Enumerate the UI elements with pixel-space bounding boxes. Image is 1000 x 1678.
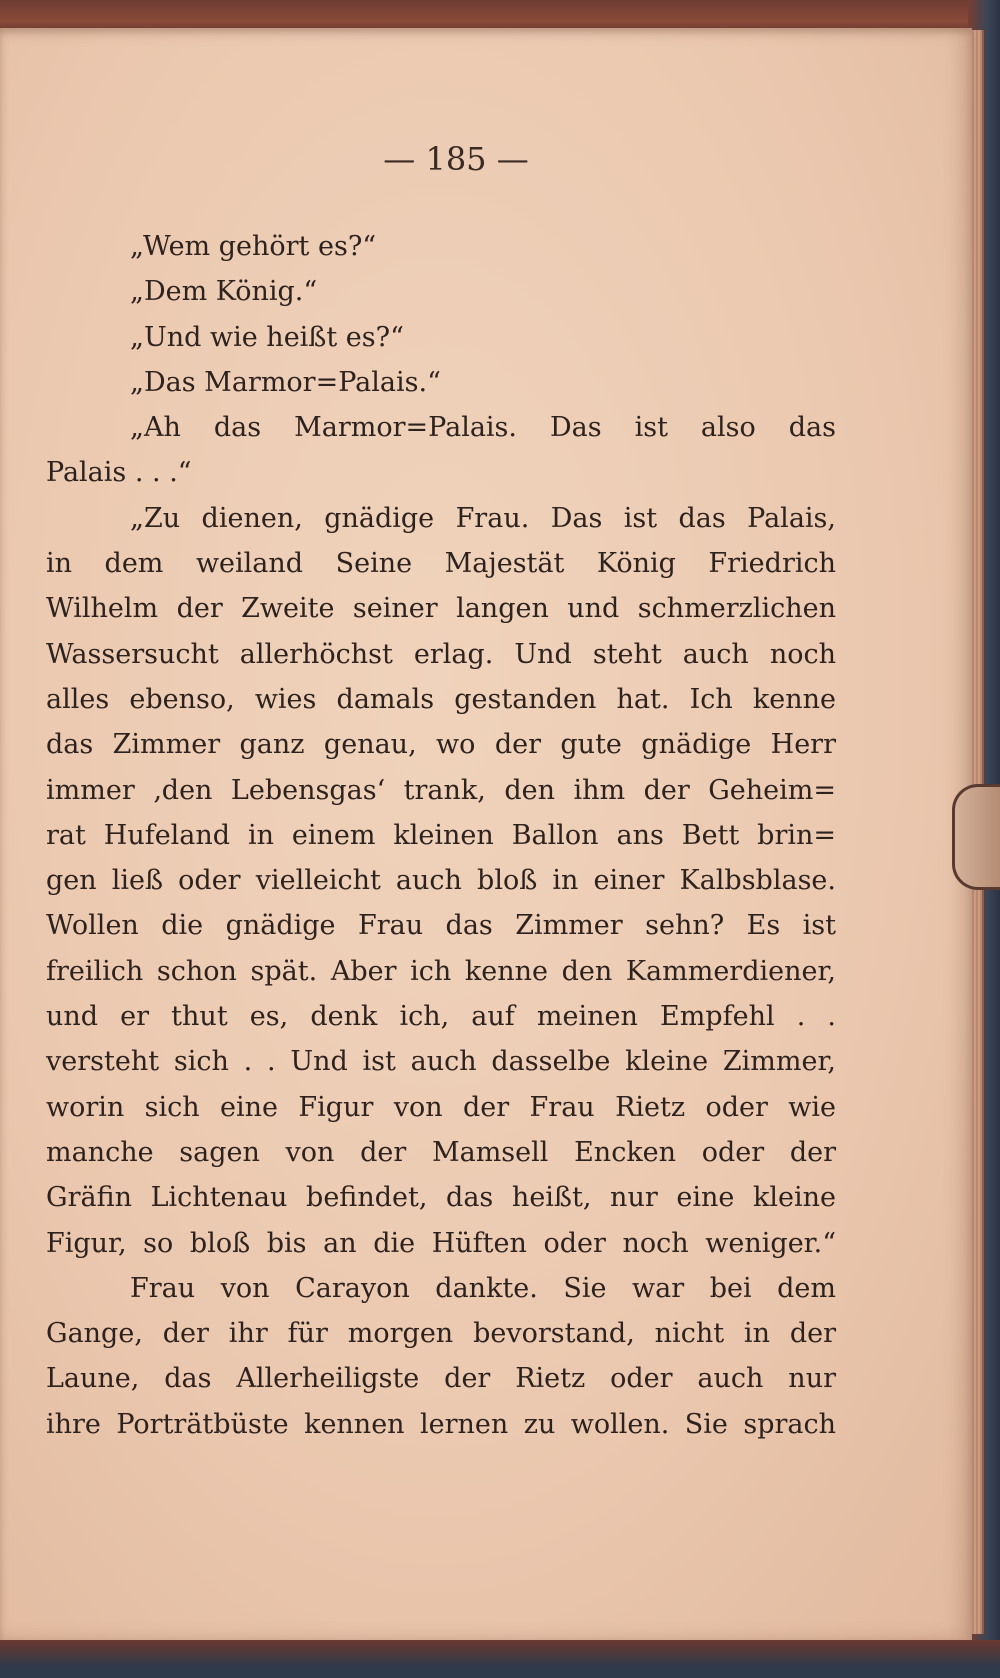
text-line: und er thut es, denk ich, auf meinen Empfehl . .	[46, 1001, 836, 1033]
text-line: worin sich eine Figur von der Frau Rietz oder wie	[46, 1091, 836, 1123]
page-number: — 185 —	[383, 140, 529, 178]
text-line: alles ebenso, wies damals gestanden hat. Ich kenne	[46, 683, 836, 715]
text-line: „Das Marmor=Palais.“	[130, 366, 441, 398]
book-cover-bottom	[0, 1640, 1000, 1678]
text-line: Laune, das Allerheiligste der Rietz oder auch nur	[46, 1363, 836, 1395]
text-line: Gange, der ihr für morgen bevorstand, nicht in der	[46, 1318, 836, 1350]
text-line: Frau von Carayon dankte. Sie war bei dem	[130, 1272, 836, 1304]
text-line: immer ‚den Lebensgas‘ trank, den ihm der Geheim=	[46, 774, 836, 806]
book-clasp	[952, 784, 1000, 890]
text-line: das Zimmer ganz genau, wo der gute gnädige Herr	[46, 729, 836, 761]
text-line: „Ah das Marmor=Palais. Das ist also das	[130, 412, 836, 444]
text-line: „Zu dienen, gnädige Frau. Das ist das Palais,	[130, 502, 836, 534]
text-line: Gräfin Lichtenau befindet, das heißt, nur eine kleine	[46, 1182, 836, 1214]
text-line: Palais . . .“	[46, 457, 192, 489]
body-text	[46, 224, 836, 1447]
book-page	[0, 28, 972, 1640]
text-line: „Dem König.“	[130, 276, 318, 308]
text-line: in dem weiland Seine Majestät König Friedrich	[46, 548, 836, 580]
text-line: manche sagen von der Mamsell Encken oder der	[46, 1136, 836, 1168]
text-line: „Wem gehört es?“	[130, 231, 377, 262]
text-line: Wilhelm der Zweite seiner langen und schmerzlichen	[46, 593, 836, 625]
text-line: rat Hufeland in einem kleinen Ballon ans Bett brin=	[46, 819, 836, 851]
text-line: Figur, so bloß bis an die Hüften oder noch weniger.“	[46, 1227, 836, 1259]
text-line: „Und wie heißt es?“	[130, 321, 404, 353]
text-line: gen ließ oder vielleicht auch bloß in einer Kalbsblase.	[46, 865, 836, 897]
text-line: Wassersucht allerhöchst erlag. Und steht auch noch	[46, 638, 836, 670]
text-line: freilich schon spät. Aber ich kenne den Kammerdiener,	[46, 955, 836, 987]
text-line: Wollen die gnädige Frau das Zimmer sehn? Es ist	[46, 910, 836, 942]
text-line: ihre Porträtbüste kennen lernen zu wollen. Sie sprach	[46, 1408, 836, 1440]
text-line: versteht sich . . Und ist auch dasselbe kleine Zimmer,	[46, 1046, 836, 1078]
